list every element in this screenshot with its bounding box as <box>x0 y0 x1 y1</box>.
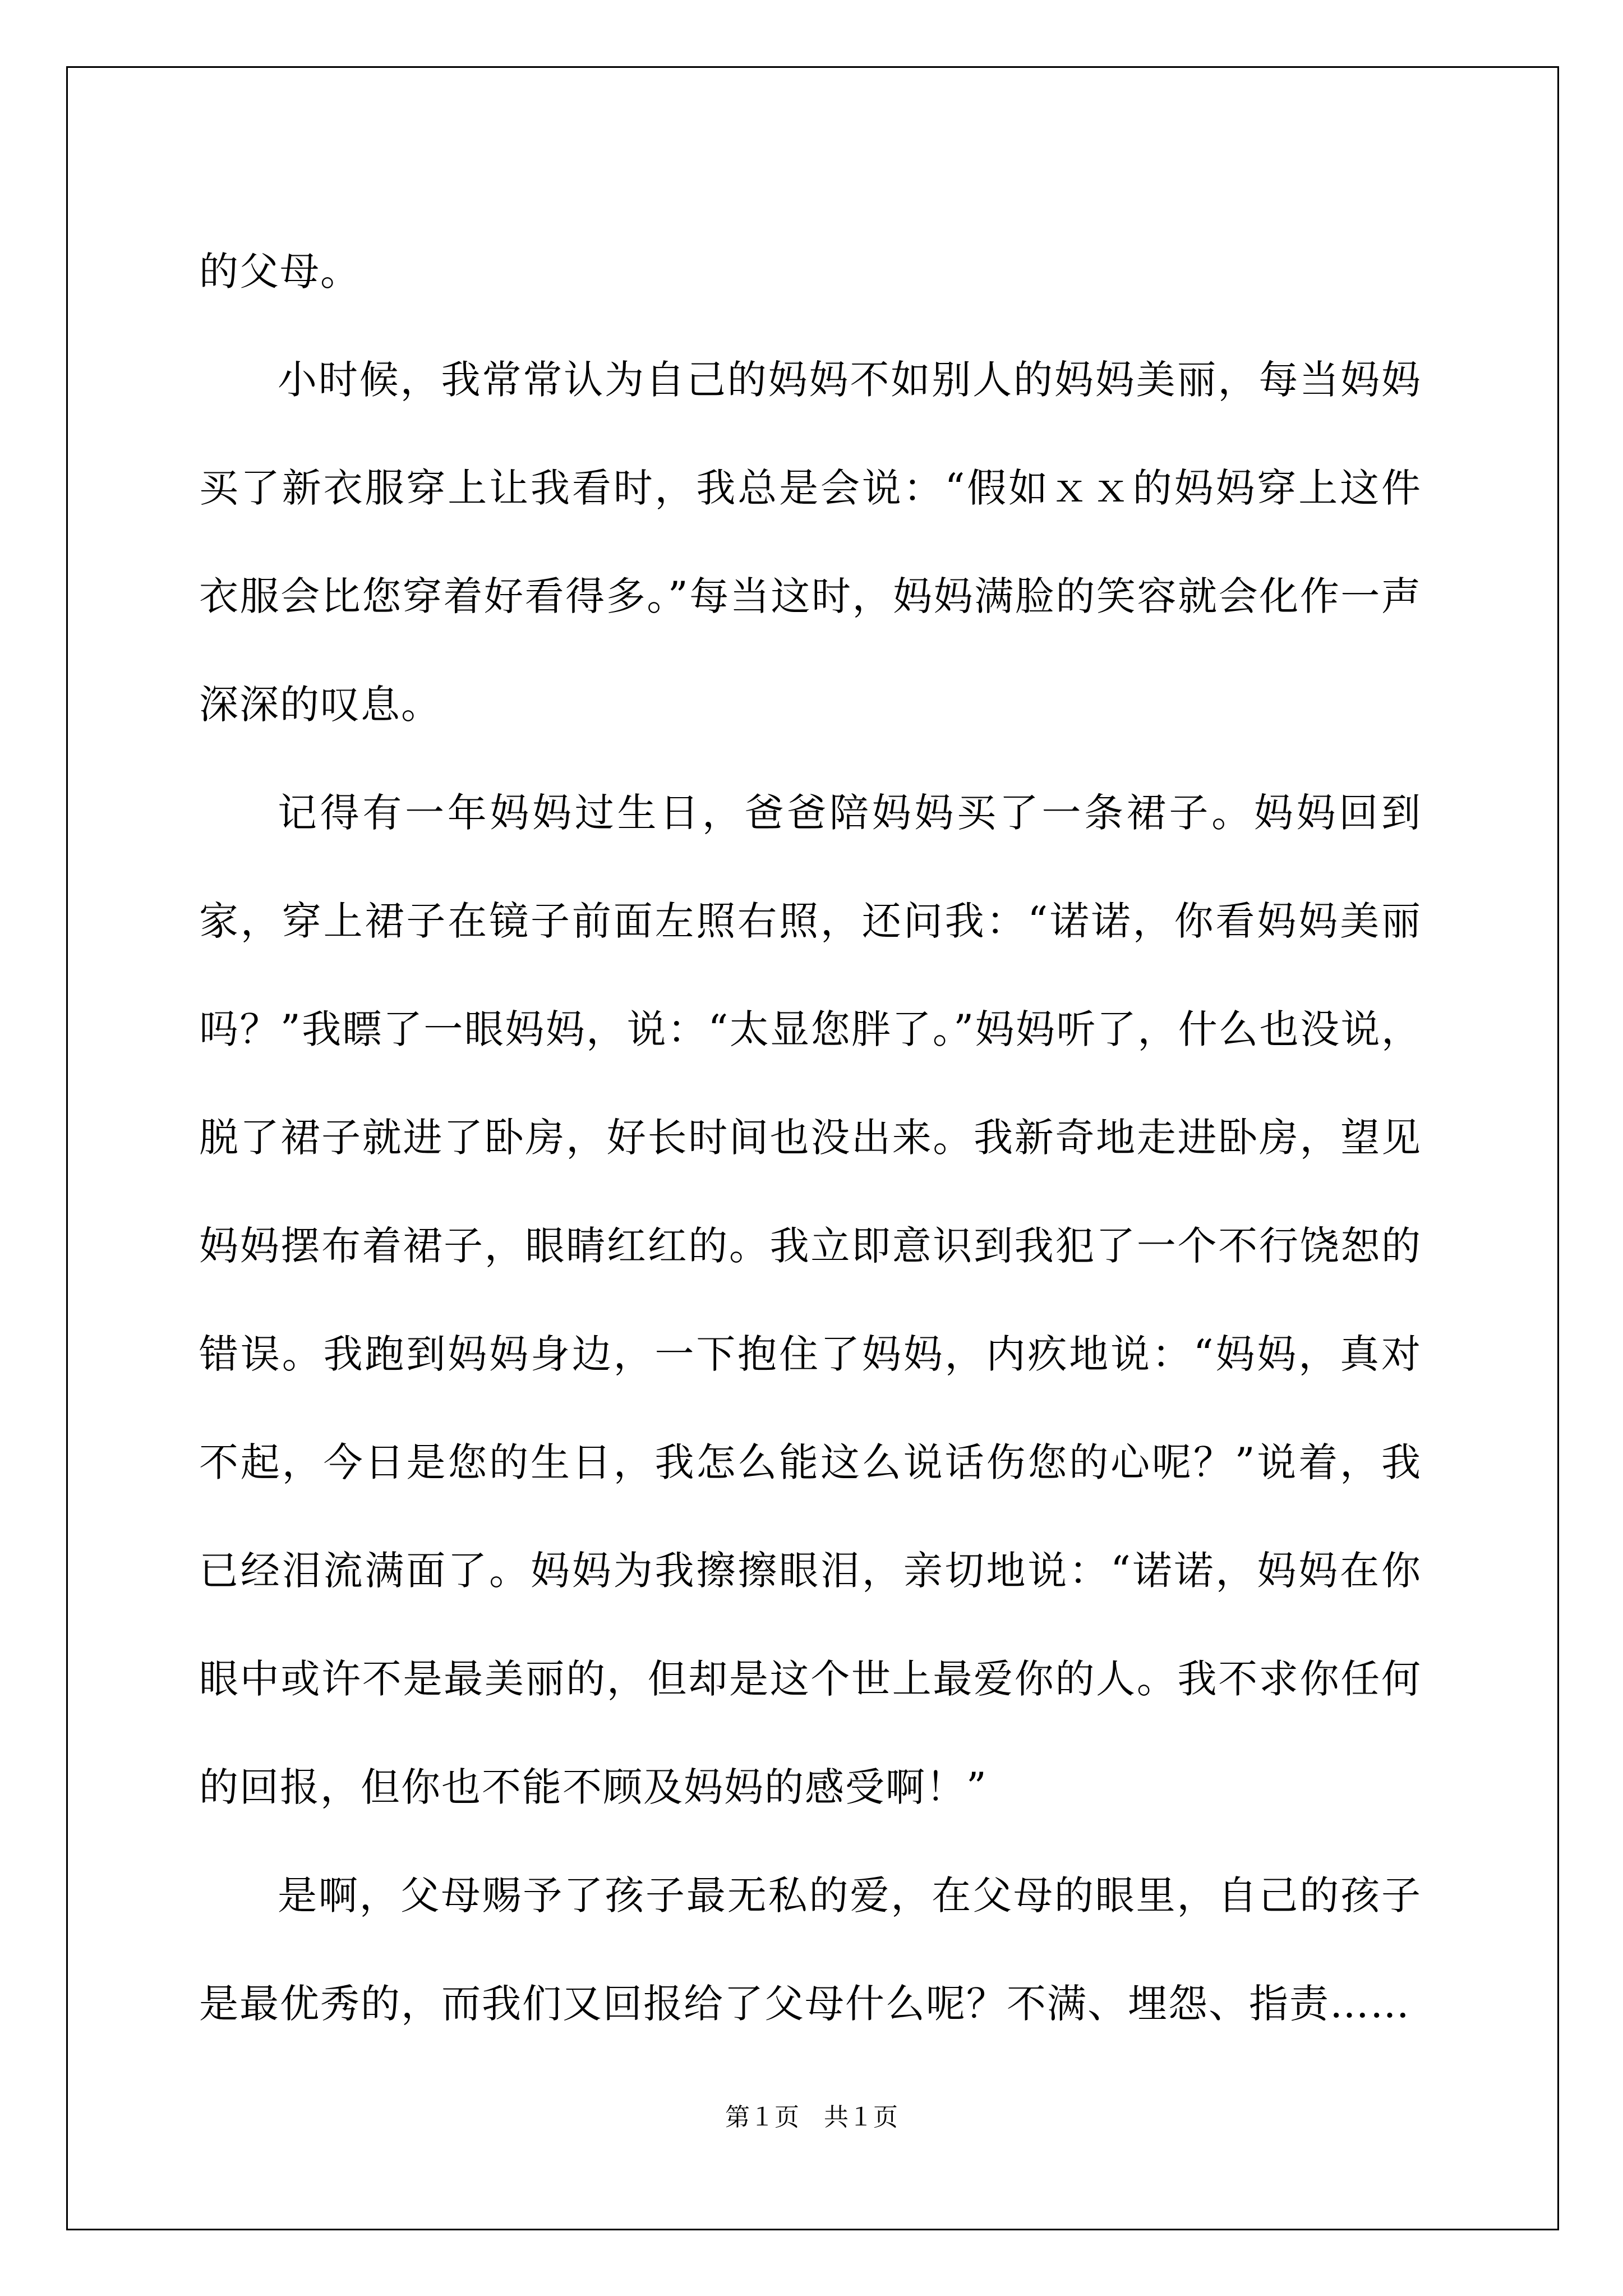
paragraph-2: 小时候，我常常认为自己的妈妈不如别人的妈妈美丽，每当妈妈买了新衣服穿上让我看时，我总是会说：“假如ｘｘ的妈妈穿上这件衣服会比您穿着好看得多。”每当这时，妈妈满脸的笑容就会化作一声深深的叹息。 <box>199 357 1422 728</box>
page-number-footer: 第１页 共１页 <box>725 2103 898 2132</box>
document-body <box>199 218 1422 2058</box>
paragraph-3: 记得有一年妈妈过生日，爸爸陪妈妈买了一条裙子。妈妈回到家，穿上裙子在镜子前面左照右照，还问我：“诺诺，你看妈妈美丽吗？”我瞟了一眼妈妈，说：“太显您胖了。”妈妈听了，什么也没说，脱了裙子就进了卧房，好长时间也没出来。我新奇地走进卧房，望见妈妈摆布着裙子，眼睛红红的。我立即意识到我犯了一个不行饶恕的错误。我跑到妈妈身边，一下抱住了妈妈，内疚地说：“妈妈，真对不起，今日是您的生日，我怎么能这么说话伤您的心呢？”说着，我已经泪流满面了。妈妈为我擦擦眼泪，亲切地说：“诺诺，妈妈在你眼中或许不是最美丽的，但却是这个世上最爱你的人。我不求你任何的回报，但你也不能不顾及妈妈的感受啊！” <box>199 790 1422 1810</box>
paragraph-1: 的父母。 <box>199 249 361 295</box>
paragraph-4: 是啊，父母赐予了孩子最无私的爱，在父母的眼里，自己的孩子是最优秀的，而我们又回报给了父母什么呢？不满、埋怨、指责…… <box>199 1872 1422 2027</box>
